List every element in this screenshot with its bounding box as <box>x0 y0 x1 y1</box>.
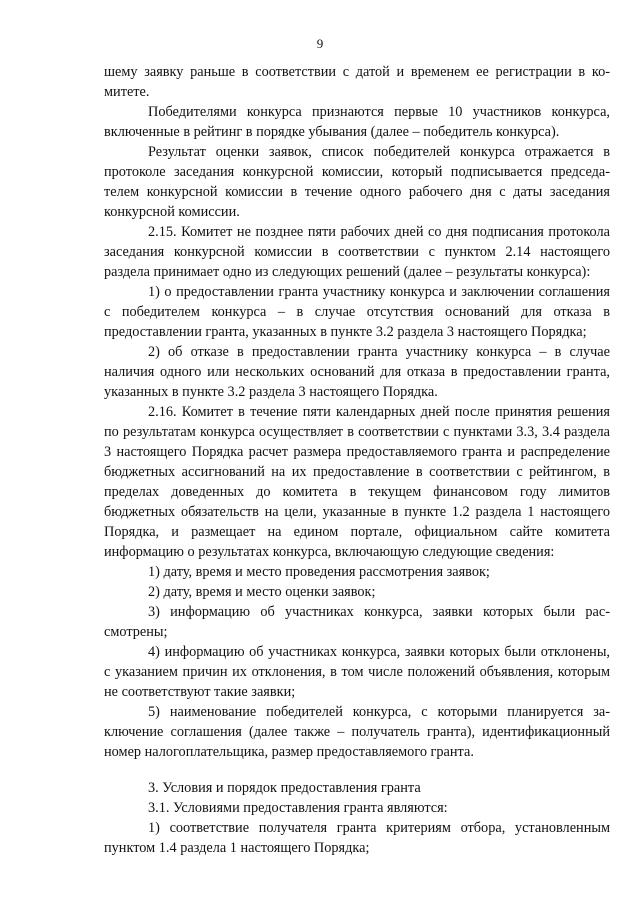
list-item-2-15-1: 1) о предоставлении гранта участнику конкурса и заключении соглашения с победителем конкурса – в случае отсутствия оснований для отказа в предоставлении гранта, указанных в пункте 3.2 раздела 3 настоящего Порядка; <box>104 284 610 340</box>
list-item-2-16-5: 5) наименование победителей конкурса, с которыми планируется заключение соглашения (далее также – получатель гранта), идентификационный номер налогоплательщика, размер предоставляемого гранта. <box>104 704 610 760</box>
list-item-3-1-1: 1) соответствие получателя гранта критериям отбора, установленным пунктом 1.4 раздела 1 настоящего Порядка; <box>104 820 610 856</box>
paragraph-continuation: шему заявку раньше в соответствии с датой и временем ее регистрации в комитете. <box>104 64 610 100</box>
paragraph-2-15: 2.15. Комитет не позднее пяти рабочих дней со дня подписания протокола заседания конкурсной комиссии в соответствии с пунктом 2.14 настоящего раздела принимает одно из следующих решений (далее – результаты конкурса): <box>104 224 610 280</box>
page-number: 9 <box>316 36 324 51</box>
paragraph-winners: Победителями конкурса признаются первые 10 участников конкурса, включенные в рейтинг в порядке убывания (далее – победитель конкурса). <box>104 104 610 140</box>
list-item-2-15-2: 2) об отказе в предоставлении гранта участнику конкурса – в случае наличия одного или нескольких оснований для отказа в предоставлении гранта, указанных в пункте 3.2 раздела 3 настоящего Порядка. <box>104 344 610 400</box>
paragraph-evaluation-result: Результат оценки заявок, список победителей конкурса отражается в протоколе заседания конкурсной комиссии, который подписывается председателем конкурсной комиссии в течение одного рабочего дня с даты заседания конкурсной комиссии. <box>104 144 610 220</box>
list-item-2-16-2: 2) дату, время и место оценки заявок; <box>148 584 376 600</box>
list-item-2-16-3: 3) информацию об участниках конкурса, заявки которых были рассмотрены; <box>104 604 610 640</box>
paragraph-3-1: 3.1. Условиями предоставления гранта являются: <box>148 800 448 816</box>
paragraph-2-16: 2.16. Комитет в течение пяти календарных дней после принятия решения по результатам конкурса осуществляет в соответствии с пунктами 3.3, 3.4 раздела 3 настоящего Порядка расчет размера предоставляемого гранта и распределение бюджетных ассигнований на их предоставление в соответствии с рейтингом, в пределах доведенных до комитета в текущем финансовом году лимитов бюджетных обязательств на цели, указанные в пункте 1.2 раздела 1 настоящего Порядка, и размещает на едином портале, официальном сайте комитета информацию о результатах конкурса, включающую следующие сведения: <box>104 404 610 560</box>
list-item-2-16-1: 1) дату, время и место проведения рассмотрения заявок; <box>148 564 490 580</box>
section-heading: 3. Условия и порядок предоставления гранта <box>148 780 421 796</box>
document-body <box>104 62 610 858</box>
list-item-2-16-4: 4) информацию об участниках конкурса, заявки которых были отклонены, с указанием причин их отклонения, в том числе положений объявления, которым не соответствуют такие заявки; <box>104 644 610 700</box>
